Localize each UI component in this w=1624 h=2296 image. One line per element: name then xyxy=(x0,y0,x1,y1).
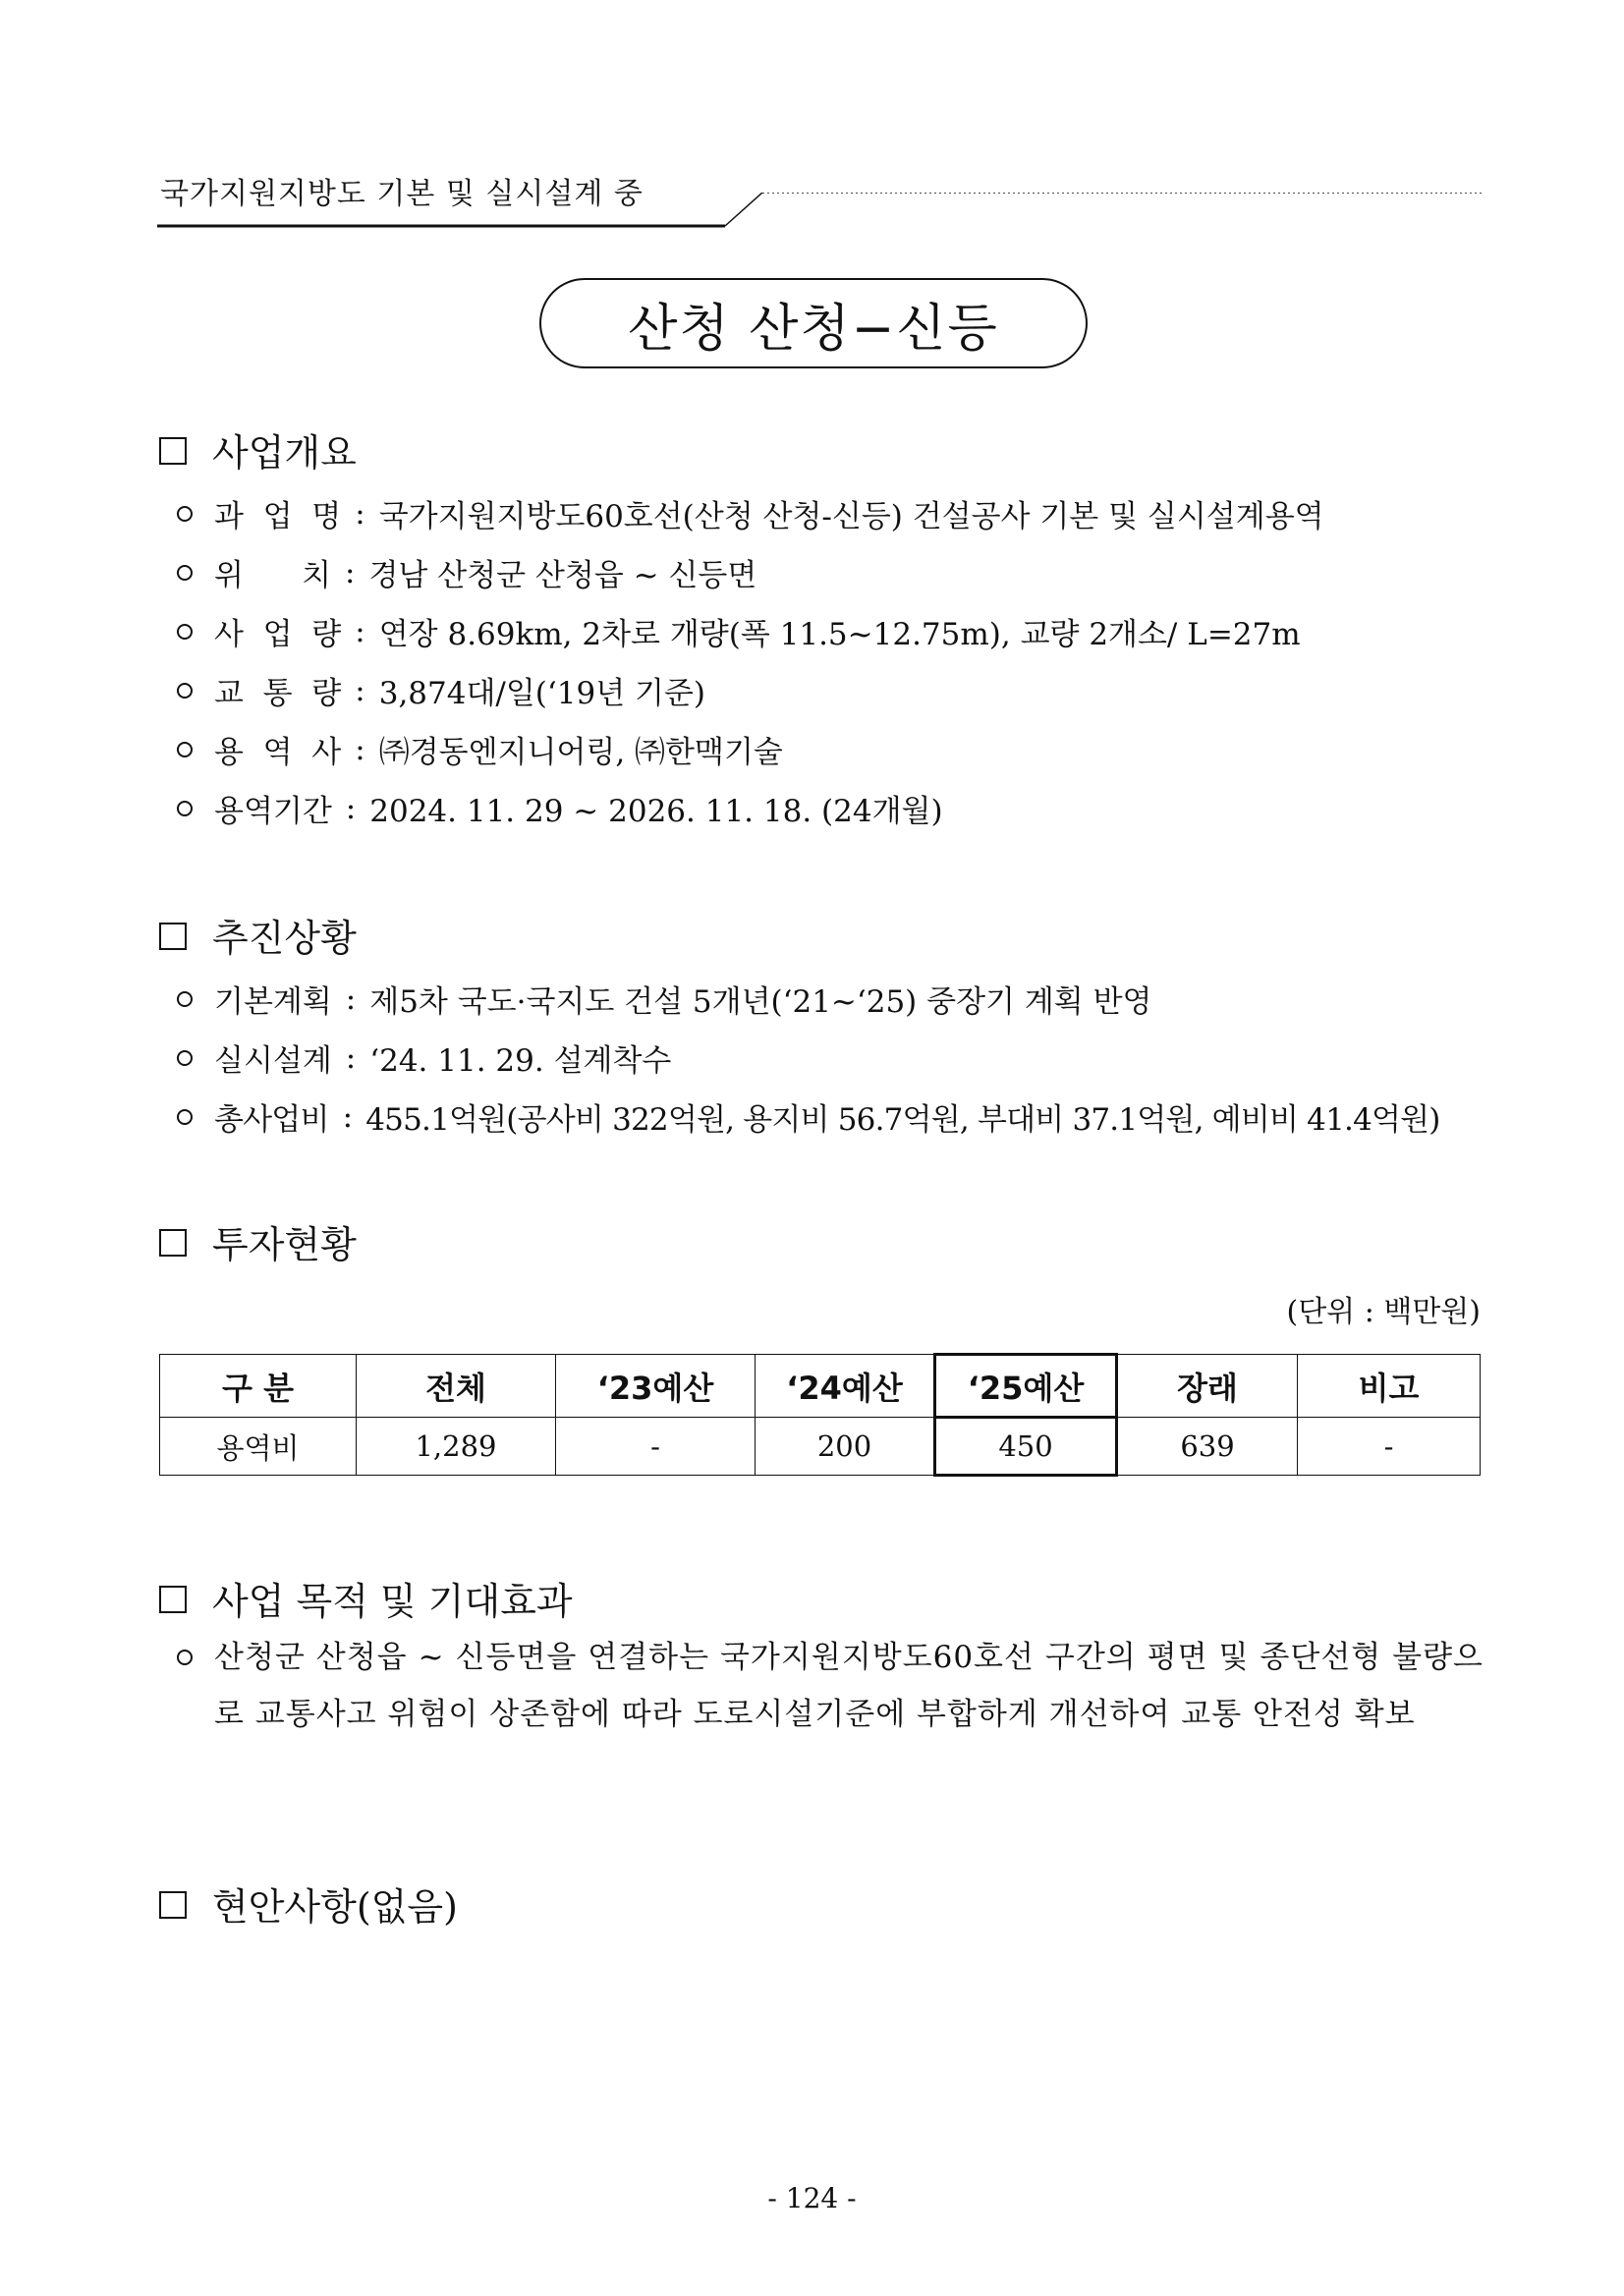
table-header-cell: 비고 xyxy=(1298,1355,1481,1418)
header-diagonal xyxy=(725,193,762,226)
item-label: 사 업 량 xyxy=(214,617,342,652)
table-row xyxy=(160,1418,1481,1476)
circle-bullet-icon xyxy=(177,565,193,581)
overview-item-location xyxy=(177,550,756,594)
item-value: 경남 산청군 산청읍 ~ 신등면 xyxy=(368,558,757,593)
section-heading-purpose xyxy=(159,1571,573,1625)
table-cell-highlighted: 450 xyxy=(935,1418,1117,1476)
overview-item-period xyxy=(177,786,943,830)
section-heading-progress xyxy=(159,908,357,962)
table-cell: 639 xyxy=(1117,1418,1298,1476)
progress-item-basic-plan xyxy=(177,977,1151,1021)
item-value: 국가지원지방도60호선(산청 산청-신등) 건설공사 기본 및 실시설계용역 xyxy=(378,499,1324,534)
table-cell: 200 xyxy=(756,1418,935,1476)
checkbox-square-icon xyxy=(159,1586,187,1613)
section-heading-issues xyxy=(159,1876,458,1931)
item-value: 연장 8.69km, 2차로 개량(폭 11.5~12.75m), 교량 2개소/ L=27m xyxy=(378,617,1301,652)
circle-bullet-icon xyxy=(177,801,193,816)
table-header-cell: ‘24예산 xyxy=(756,1355,935,1418)
item-label: 총사업비 xyxy=(214,1102,329,1138)
section-heading-overview xyxy=(159,422,357,476)
item-label: 교 통 량 xyxy=(214,676,342,711)
purpose-text: 산청군 산청읍 ~ 신등면을 연결하는 국가지원지방도60호선 구간의 평면 및 종단선형 불량으로 교통사고 위험이 상존함에 따라 도로시설기준에 부합하게 개선하여 교통 안전성 확보 xyxy=(214,1640,1484,1732)
section-heading-text: 사업개요 xyxy=(212,431,357,475)
item-separator: : xyxy=(345,980,357,1017)
item-separator: : xyxy=(355,613,365,649)
item-value: ㈜경동엔지니어링, ㈜한맥기술 xyxy=(378,735,783,770)
table-header-cell: 전체 xyxy=(357,1355,556,1418)
checkbox-square-icon xyxy=(159,923,187,950)
circle-bullet-icon xyxy=(177,506,193,522)
item-value: 제5차 국도·국지도 건설 5개년(‘21~‘25) 중장기 계획 반영 xyxy=(369,984,1152,1020)
table-cell: - xyxy=(556,1418,756,1476)
progress-item-detailed-design xyxy=(177,1036,671,1080)
overview-item-contractor xyxy=(177,727,783,771)
item-label: 기본계획 xyxy=(214,984,332,1020)
item-separator: : xyxy=(355,731,365,767)
checkbox-square-icon xyxy=(159,437,187,465)
item-separator: : xyxy=(345,554,356,590)
item-label: 용역기간 xyxy=(214,794,332,829)
unit-label: (단위 : 백만원) xyxy=(1286,1295,1481,1329)
progress-item-total-cost xyxy=(177,1094,1440,1139)
overview-item-traffic xyxy=(177,668,705,712)
table-header-cell: ‘23예산 xyxy=(556,1355,756,1418)
running-header: 국가지원지방도 기본 및 실시설계 중 xyxy=(160,177,644,211)
header-rule xyxy=(157,193,1484,232)
section-heading-text: 추진상황 xyxy=(212,917,357,960)
table-cell: 용역비 xyxy=(160,1418,357,1476)
checkbox-square-icon xyxy=(159,1229,187,1257)
item-separator: : xyxy=(345,790,357,826)
item-label: 용 역 사 xyxy=(214,735,342,770)
investment-table xyxy=(159,1353,1481,1477)
purpose-paragraph xyxy=(177,1629,1484,1743)
item-separator: : xyxy=(355,672,365,708)
section-heading-text: 투자현황 xyxy=(212,1223,357,1266)
table-header-row xyxy=(160,1355,1481,1418)
section-heading-text: 사업 목적 및 기대효과 xyxy=(212,1580,573,1623)
item-label: 과 업 명 xyxy=(214,499,342,534)
item-value: 2024. 11. 29 ~ 2026. 11. 18. (24개월) xyxy=(369,794,943,829)
section-heading-investment xyxy=(159,1214,357,1268)
section-heading-text: 현안사항(없음) xyxy=(212,1885,458,1929)
item-value: 455.1억원(공사비 322억원, 용지비 56.7억원, 부대비 37.1억원, 예비비 41.4억원) xyxy=(365,1102,1440,1138)
circle-bullet-icon xyxy=(177,1650,193,1665)
circle-bullet-icon xyxy=(177,624,193,640)
item-separator: : xyxy=(342,1098,353,1135)
overview-item-project-name xyxy=(177,491,1324,535)
circle-bullet-icon xyxy=(177,1109,193,1125)
checkbox-square-icon xyxy=(159,1891,187,1919)
page-number: - 124 - xyxy=(767,2182,857,2214)
page-title: 산청 산청−신등 xyxy=(628,299,999,359)
circle-bullet-icon xyxy=(177,1050,193,1066)
item-value: ‘24. 11. 29. 설계착수 xyxy=(369,1043,672,1079)
circle-bullet-icon xyxy=(177,683,193,699)
table-header-cell: 장래 xyxy=(1117,1355,1298,1418)
table-cell: - xyxy=(1298,1418,1481,1476)
table-header-cell: 구 분 xyxy=(160,1355,357,1418)
item-separator: : xyxy=(345,1039,357,1076)
table-header-cell-highlighted: ‘25예산 xyxy=(935,1355,1117,1418)
overview-item-scope xyxy=(177,609,1301,653)
circle-bullet-icon xyxy=(177,991,193,1007)
title-box xyxy=(539,278,1088,368)
item-separator: : xyxy=(355,495,365,532)
table-cell: 1,289 xyxy=(357,1418,556,1476)
item-label: 실시설계 xyxy=(214,1043,332,1079)
circle-bullet-icon xyxy=(177,742,193,757)
item-value: 3,874대/일(‘19년 기준) xyxy=(378,676,705,711)
item-label: 위 치 xyxy=(214,558,332,593)
